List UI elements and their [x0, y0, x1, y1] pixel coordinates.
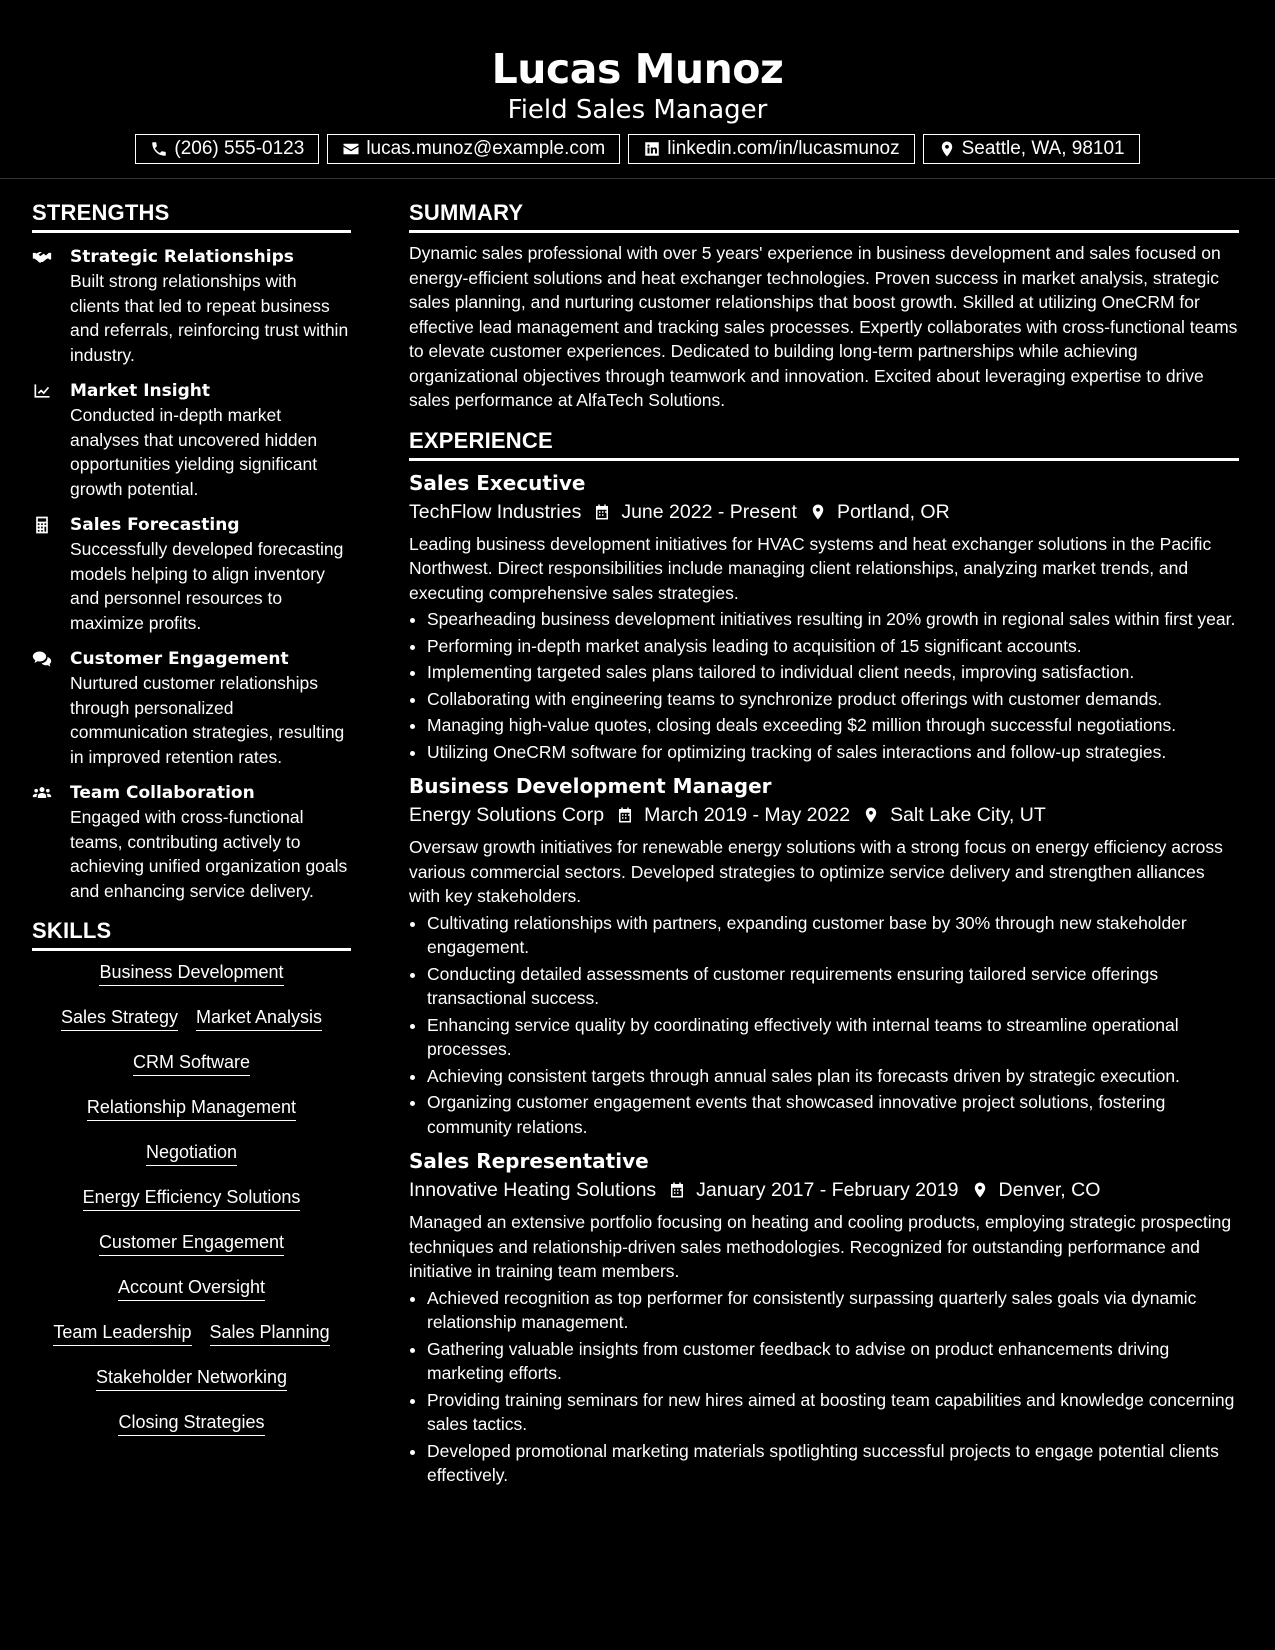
handshake-icon [32, 247, 52, 267]
list-item: • Achieving consistent targets through annual sales plan its forecasts driven by strategic execution. [427, 1064, 1239, 1089]
chart-line-icon [32, 381, 52, 401]
job-company: Energy Solutions Corp [409, 804, 605, 826]
job-entry [409, 772, 1239, 1139]
job-dates: March 2019 - May 2022 [644, 804, 851, 826]
skill-tag: Sales Strategy [61, 1006, 178, 1031]
strength-title: Team Collaboration [70, 783, 255, 803]
resume-body [0, 179, 1275, 1490]
job-bullets [409, 1286, 1239, 1488]
job-bullets [409, 911, 1239, 1140]
skill-tag: Team Leadership [53, 1321, 191, 1346]
list-item: • Performing in-depth market analysis leading to acquisition of 15 significant accounts. [427, 634, 1239, 659]
job-description: Managed an extensive portfolio focusing on heating and cooling products, employing strategic prospecting techniques and relationship-driven sales methodologies. Recognized for outstanding performance and initiative in training team members. [409, 1212, 1232, 1281]
list-item: • Organizing customer engagement events that showcased innovative project solutions, fostering community relations. [427, 1090, 1239, 1139]
list-item: • Achieved recognition as top performer for consistently surpassing quarterly sales goals via dynamic relationship management. [427, 1286, 1239, 1335]
map-pin-icon [862, 806, 880, 824]
list-item: • Conducting detailed assessments of customer requirements ensuring tailored service offerings transactional success. [427, 962, 1239, 1011]
job-company: TechFlow Industries [409, 500, 582, 523]
skill-tag: Sales Planning [210, 1321, 330, 1346]
contact-email-text: lucas.munoz@example.com [366, 138, 606, 159]
skill-tag: Closing Strategies [118, 1411, 264, 1436]
left-column [32, 179, 351, 1490]
job-title: Business Development Manager [409, 774, 772, 798]
job-dates: June 2022 - Present [621, 500, 797, 523]
strength-desc: Nurtured customer relationships through personalized communication strategies, resulting in improved retention rates. [70, 673, 345, 767]
strength-item [32, 781, 351, 903]
list-item: • Providing training seminars for new hires aimed at boosting team capabilities and knowledge concerning sales tactics. [427, 1388, 1239, 1437]
comments-icon [32, 649, 52, 669]
skills-heading: SKILLS [32, 917, 351, 951]
job-location: Salt Lake City, UT [890, 804, 1046, 826]
strength-item [32, 379, 351, 501]
strengths-list [32, 245, 351, 903]
resume-header [0, 0, 1275, 164]
list-item: • Managing high-value quotes, closing deals exceeding $2 million through successful negotiations. [427, 713, 1239, 738]
map-pin-icon [809, 503, 827, 521]
job-entry [409, 469, 1239, 765]
list-item: • Cultivating relationships with partners, expanding customer base by 30% through new stakeholder engagement. [427, 911, 1239, 960]
job-dates: January 2017 - February 2019 [696, 1179, 959, 1201]
contact-email[interactable] [327, 134, 620, 164]
users-icon [32, 783, 52, 803]
list-item: • Enhancing service quality by coordinating effectively with internal teams to streamline operational processes. [427, 1013, 1239, 1062]
calculator-icon [32, 515, 52, 535]
strength-desc: Engaged with cross-functional teams, contributing actively to achieving unified organization goals and enhancing service delivery. [70, 807, 348, 901]
skill-tag: Account Oversight [118, 1276, 265, 1301]
experience-heading: EXPERIENCE [409, 427, 1239, 461]
strength-desc: Built strong relationships with clients that led to repeat business and referrals, reinforcing trust within industry. [70, 271, 349, 365]
strength-desc: Conducted in-depth market analyses that uncovered hidden opportunities yielding significant growth potential. [70, 405, 318, 499]
list-item: • Spearheading business development initiatives resulting in 20% growth in regional sales within first year. [427, 607, 1239, 632]
job-location: Portland, OR [836, 500, 950, 523]
strength-item [32, 647, 351, 769]
skill-tag: Customer Engagement [99, 1231, 284, 1256]
job-bullets [409, 607, 1239, 764]
skill-tag: Relationship Management [87, 1096, 296, 1121]
strength-title: Strategic Relationships [70, 247, 294, 267]
list-item: • Developed promotional marketing materials spotlighting successful projects to engage potential clients effectively. [427, 1439, 1239, 1488]
envelope-icon [342, 140, 360, 158]
phone-icon [150, 140, 168, 158]
job-title: Sales Executive [409, 470, 586, 495]
strength-title: Customer Engagement [70, 649, 289, 669]
contact-phone[interactable] [135, 134, 319, 164]
candidate-title: Field Sales Manager [507, 95, 768, 125]
skill-tag: CRM Software [133, 1051, 250, 1076]
summary-heading: SUMMARY [409, 199, 1239, 233]
job-description: Leading business development initiatives for HVAC systems and heat exchanger solutions in the Pacific Northwest. Direct responsibilities include managing client relationships, analyzing market trends, and executing comprehensive sales strategies. [409, 533, 1212, 603]
list-item: • Gathering valuable insights from customer feedback to advise on product enhancements driving marketing efforts. [427, 1337, 1239, 1386]
list-item: • Implementing targeted sales plans tailored to individual client needs, improving satisfaction. [427, 660, 1239, 685]
contact-linkedin[interactable] [628, 134, 914, 164]
strength-title: Sales Forecasting [70, 515, 240, 535]
job-meta [409, 1175, 1239, 1205]
contact-location-text: Seattle, WA, 98101 [961, 138, 1125, 159]
job-title: Sales Representative [409, 1149, 649, 1173]
skill-tag: Energy Efficiency Solutions [83, 1186, 301, 1211]
calendar-icon [593, 503, 611, 521]
job-description: Oversaw growth initiatives for renewable energy solutions with a strong focus on energy efficiency across various commercial sectors. Developed strategies to optimize service delivery and strengthen alliances with key stakeholders. [409, 837, 1223, 906]
skills-list [32, 961, 351, 1436]
job-meta [409, 800, 1239, 830]
skill-tag: Negotiation [146, 1141, 237, 1166]
list-item: • Collaborating with engineering teams to synchronize product offerings with customer demands. [427, 687, 1239, 712]
strength-item [32, 245, 351, 367]
linkedin-icon [643, 140, 661, 158]
calendar-icon [668, 1181, 686, 1199]
job-company: Innovative Heating Solutions [409, 1179, 657, 1201]
summary-text: Dynamic sales professional with over 5 years' experience in business development and sales focused on energy-efficient solutions and heat exchanger technologies. Proven success in market analysis, strategic sales planning, and nurturing customer relationships that boost growth. Skilled at utilizing OneCRM for effective lead management and tracking sales processes. Expertly collaborates with cross-functional teams to elevate customer experiences. Dedicated to building long-term partnerships while achieving organizational objectives through teamwork and innovation. Excited about leveraging expertise to drive sales performance at AlfaTech Solutions. [409, 243, 1238, 410]
map-pin-icon [938, 140, 956, 158]
right-column [409, 179, 1239, 1490]
map-pin-icon [971, 1181, 989, 1199]
skill-tag: Stakeholder Networking [96, 1366, 287, 1391]
candidate-name: Lucas Munoz [491, 45, 784, 93]
job-location: Denver, CO [998, 1179, 1101, 1201]
contact-location [923, 134, 1140, 164]
list-item: • Utilizing OneCRM software for optimizing tracking of sales interactions and follow-up strategies. [427, 740, 1239, 765]
skill-tag: Market Analysis [196, 1006, 322, 1031]
strengths-heading: STRENGTHS [32, 199, 351, 233]
job-entry [409, 1147, 1239, 1488]
contact-bar [0, 134, 1275, 164]
contact-phone-text: (206) 555-0123 [174, 138, 305, 159]
contact-linkedin-text: linkedin.com/in/lucasmunoz [667, 138, 900, 159]
job-meta [409, 497, 1239, 527]
strength-desc: Successfully developed forecasting models helping to align inventory and personnel resources to maximize profits. [70, 539, 344, 633]
strength-item [32, 513, 351, 635]
calendar-icon [616, 806, 634, 824]
strength-title: Market Insight [70, 381, 210, 401]
skill-tag: Business Development [99, 961, 283, 986]
